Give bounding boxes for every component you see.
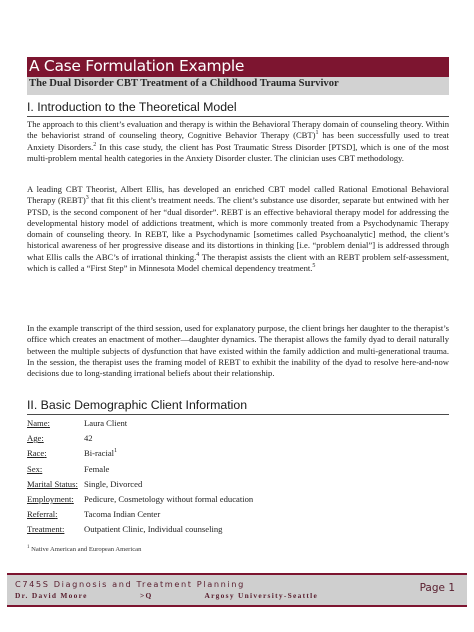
section-heading-introduction: I. Introduction to the Theoretical Model xyxy=(27,100,449,117)
demographic-row xyxy=(27,509,449,523)
footer-school: Argosy University-Seattle xyxy=(204,591,319,600)
document-subtitle: The Dual Disorder CBT Treatment of a Childhood Trauma Survivor xyxy=(29,78,339,89)
demographic-value: Outpatient Clinic, Individual counseling xyxy=(84,524,223,535)
footnote-ref: 1 xyxy=(114,448,118,455)
footer-course: C745S Diagnosis and Treatment Planning xyxy=(15,579,245,589)
demographic-label: Treatment: xyxy=(27,524,65,535)
intro-paragraph-1 xyxy=(27,119,449,164)
demographic-row xyxy=(27,418,449,432)
footnote-ref: 3 xyxy=(85,195,89,202)
demographic-label: Marital Status: xyxy=(27,478,78,489)
footnote-ref: 4 xyxy=(196,251,200,258)
page-footer xyxy=(7,573,467,607)
demographic-row xyxy=(27,524,449,538)
demographic-label: Name: xyxy=(27,418,50,428)
footnote-ref: 1 xyxy=(315,130,319,137)
paragraph-text: The approach to this client’s evaluation and therapy is within the Behavioral Therapy domain of counseling theory. Within the behaviorist strand of counseling theory, Cognitive Behavior Therapy (CBT) xyxy=(27,119,449,141)
footnote xyxy=(27,546,141,553)
demographic-row xyxy=(27,448,449,462)
paragraph-text: A leading CBT Theorist, Albert Ellis, has developed an enriched CBT model called Rational Emotional Behavioral Therapy (REBT) xyxy=(27,184,449,206)
footer-author: Dr. David Moore xyxy=(15,591,88,600)
footnote-ref: 5 xyxy=(312,263,316,270)
footnote-text: Native American and European American xyxy=(29,546,142,553)
paragraph-text: In the example transcript of the third session, used for explanatory purpose, the client brings her daughter to the therapist’s office which creates an enactment of mother—daughter dynamics. The therapist allows the family dyad to derail naturally between the multiple subjects of dysfunction that have existed within the family addiction and multi-generational trauma. In the session, the therapist uses the framing model of REBT to exhibit the inability of the dyad to resolve here-and-now decisions due to long-standing irrational beliefs about their relationship. xyxy=(27,323,449,379)
subtitle-band xyxy=(27,77,449,95)
footnote-ref: 2 xyxy=(93,141,97,148)
demographic-value: Pedicure, Cosmetology without formal education xyxy=(84,494,254,504)
demographic-label: Race: xyxy=(27,448,47,459)
paragraph-text: The therapist assists the client with an REBT problem self-assessment, which is called a “First Step” in Minnesota Model chemical dependency treatment. xyxy=(27,251,449,274)
demographic-value: Female xyxy=(84,463,110,474)
demographic-row xyxy=(27,433,449,447)
demographic-label: Sex: xyxy=(27,463,43,474)
intro-paragraph-3 xyxy=(27,323,449,379)
demographic-label: Referral: xyxy=(27,509,58,520)
intro-paragraph-2 xyxy=(27,184,449,274)
demographic-value: Single, Divorced xyxy=(84,478,143,489)
demographic-value: Laura Client xyxy=(84,418,128,428)
demographic-row xyxy=(27,464,449,478)
demographic-value: Tacoma Indian Center xyxy=(84,509,161,520)
demographic-row xyxy=(27,479,449,493)
title-banner xyxy=(27,57,449,95)
document-title: A Case Formulation Example xyxy=(29,57,245,75)
demographic-value: 42 xyxy=(84,433,93,444)
demographic-value: Bi-racial$^1$ xyxy=(84,448,118,459)
footer-term: >Q xyxy=(139,591,153,600)
footer-author-line xyxy=(15,591,318,600)
page-number: Page 1 xyxy=(419,582,455,594)
demographic-label: Employment: xyxy=(27,494,74,504)
paragraph-text: In this case study, the client has Post Traumatic Stress Disorder [PTSD], which is one of the most multi-problem mental health categories in the Anxiety Disorder cluster. The clinician uses CBT methodology. xyxy=(27,141,449,163)
demographic-row xyxy=(27,494,449,508)
section-heading-demographics: II. Basic Demographic Client Information xyxy=(27,398,449,415)
paragraph-text: has been successfully used to treat Anxiety Disorders. xyxy=(27,130,449,152)
footnote-number: 1 xyxy=(27,544,30,550)
demographic-label: Age: xyxy=(27,433,44,444)
paragraph-text: that fit this client’s treatment needs. The client’s substance use disorder, separate but entwined with her PTSD, is the second component of her “dual disorder”. REBT is an effective behavioral therapy model for addressing the developmental history model of addictions treatment, which is more commonly treated from a Psychodynamic Therapy domain of counseling theory. In REBT, like a Psychodynamic [sometimes called Psychoanalytic] method, the client’s historical awareness of her progressive disease and its distortions in thinking [i.e. “problem denial”] is addressed through what Ellis calls the ABC’s of irrational thinking. xyxy=(27,195,449,262)
